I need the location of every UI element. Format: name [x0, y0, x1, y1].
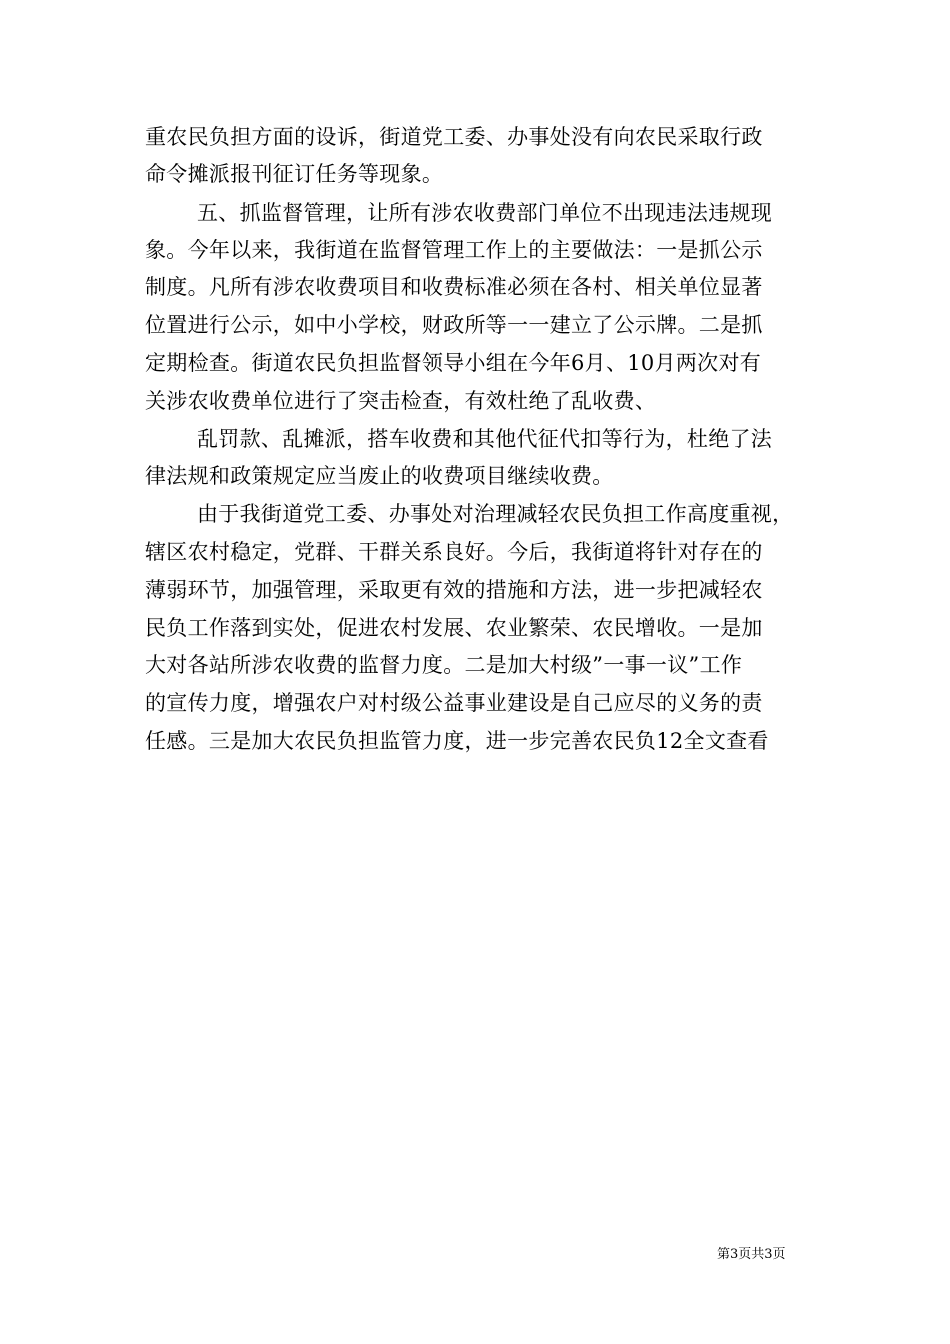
text-line: 命令摊派报刊征订任务等现象。 — [145, 162, 444, 186]
text-line: 象。今年以来，我街道在监督管理工作上的主要做法：一是抓公示 — [145, 238, 763, 262]
text-line: 制度。凡所有涉农收费项目和收费标准必须在各村、相关单位显著 — [145, 275, 763, 299]
text-line: 辖区农村稳定，党群、干群关系良好。今后，我街道将针对存在的 — [145, 540, 763, 564]
page-number-footer: 第3页共3页 — [717, 1247, 786, 1262]
text-line: 的宣传力度，增强农户对村级公益事业建设是自己应尽的义务的责 — [145, 691, 763, 715]
text-line: 任感。三是加大农民负担监管力度，进一步完善农民负12全文查看 — [145, 729, 769, 753]
text-line: 定期检查。街道农民负担监督领导小组在今年6月、10月两次对有 — [145, 351, 762, 375]
paragraph-start-line: 五、抓监督管理，让所有涉农收费部门单位不出现违法违规现 — [197, 201, 773, 225]
text-line: 重农民负担方面的设诉，街道党工委、办事处没有向农民采取行政 — [145, 125, 763, 149]
paragraph-start-line: 乱罚款、乱摊派，搭车收费和其他代征代扣等行为，杜绝了法 — [197, 427, 773, 451]
text-line: 关涉农收费单位进行了突击检查，有效杜绝了乱收费、 — [145, 389, 657, 413]
text-line: 大对各站所涉农收费的监督力度。二是加大村级”一事一议”工作 — [145, 653, 743, 677]
text-line: 位置进行公示，如中小学校，财政所等一一建立了公示牌。二是抓 — [145, 313, 763, 337]
paragraph-start-line: 由于我街道党工委、办事处对治理减轻农民负担工作高度重视， — [197, 502, 794, 526]
text-line: 律法规和政策规定应当废止的收费项目继续收费。 — [145, 464, 614, 488]
text-line: 薄弱环节，加强管理，采取更有效的措施和方法，进一步把减轻农 — [145, 578, 763, 602]
text-line: 民负工作落到实处，促进农村发展、农业繁荣、农民增收。一是加 — [145, 616, 763, 640]
